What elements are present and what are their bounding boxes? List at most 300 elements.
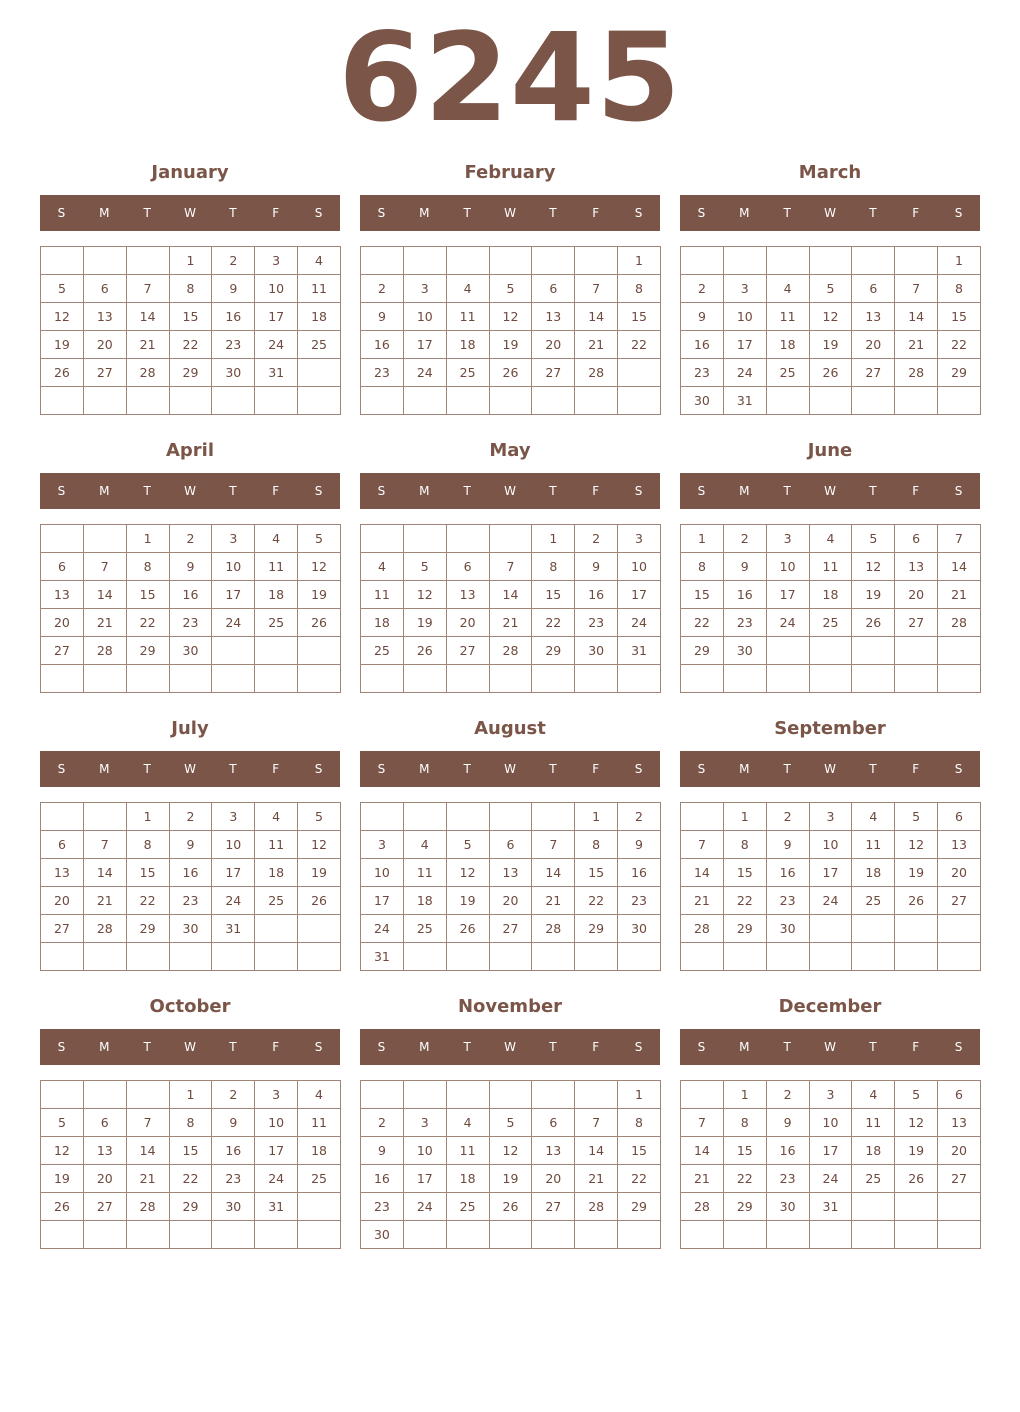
day-cell: 14 [575, 1137, 618, 1165]
day-cell [255, 1221, 298, 1249]
weekday-label: T [783, 1040, 791, 1054]
week-row [681, 803, 981, 831]
weekday-label: T [549, 762, 557, 776]
day-cell: 16 [618, 859, 661, 887]
day-cell [938, 665, 981, 693]
day-cell: 12 [298, 553, 341, 581]
day-cell: 2 [575, 525, 618, 553]
day-cell: 30 [169, 915, 212, 943]
month-october [39, 985, 341, 1249]
day-cell: 27 [532, 1193, 575, 1221]
day-cell: 14 [575, 303, 618, 331]
day-cell: 19 [895, 859, 938, 887]
day-cell: 24 [403, 1193, 446, 1221]
day-cell [361, 387, 404, 415]
weekday-label: W [824, 762, 836, 776]
day-cell [126, 247, 169, 275]
day-cell: 25 [446, 1193, 489, 1221]
day-cell: 21 [126, 1165, 169, 1193]
day-cell: 11 [298, 275, 341, 303]
week-row [681, 359, 981, 387]
day-cell: 7 [83, 553, 126, 581]
day-cell: 5 [852, 525, 895, 553]
day-cell: 19 [41, 1165, 84, 1193]
day-cell: 28 [681, 1193, 724, 1221]
weekday-label: F [272, 206, 280, 220]
day-cell [852, 915, 895, 943]
day-cell: 5 [895, 803, 938, 831]
weekday-label: S [954, 762, 963, 776]
weekday-header [360, 195, 660, 231]
day-cell [575, 1081, 618, 1109]
day-cell [723, 943, 766, 971]
day-cell: 9 [766, 1109, 809, 1137]
day-cell [766, 1221, 809, 1249]
weekday-label: S [954, 206, 963, 220]
day-cell: 19 [446, 887, 489, 915]
day-grid [360, 524, 661, 693]
month-name: June [807, 440, 853, 461]
day-cell: 5 [809, 275, 852, 303]
day-cell [169, 665, 212, 693]
day-cell [212, 665, 255, 693]
day-cell: 22 [126, 887, 169, 915]
day-cell: 28 [126, 1193, 169, 1221]
day-cell: 25 [766, 359, 809, 387]
week-row [41, 1193, 341, 1221]
day-cell: 31 [255, 1193, 298, 1221]
day-cell [766, 637, 809, 665]
day-cell: 12 [895, 831, 938, 859]
day-cell [361, 665, 404, 693]
day-cell: 14 [938, 553, 981, 581]
day-cell: 13 [852, 303, 895, 331]
day-cell [83, 943, 126, 971]
day-cell [532, 1221, 575, 1249]
day-cell [41, 247, 84, 275]
day-cell [298, 1193, 341, 1221]
day-cell: 15 [169, 303, 212, 331]
week-row [681, 331, 981, 359]
weekday-label: W [504, 1040, 516, 1054]
day-cell: 12 [41, 1137, 84, 1165]
day-cell: 29 [723, 1193, 766, 1221]
day-cell [618, 1221, 661, 1249]
day-cell: 17 [766, 581, 809, 609]
day-cell: 2 [361, 275, 404, 303]
day-cell: 17 [809, 859, 852, 887]
day-cell: 11 [446, 303, 489, 331]
day-cell [446, 525, 489, 553]
day-cell: 12 [895, 1109, 938, 1137]
month-august [359, 707, 661, 971]
day-cell: 16 [766, 859, 809, 887]
day-cell: 29 [126, 637, 169, 665]
day-cell: 26 [446, 915, 489, 943]
day-cell: 5 [403, 553, 446, 581]
day-cell: 6 [489, 831, 532, 859]
day-cell: 24 [618, 609, 661, 637]
day-cell [532, 387, 575, 415]
day-cell: 15 [938, 303, 981, 331]
month-name: November [457, 996, 563, 1017]
day-cell: 1 [938, 247, 981, 275]
week-row [361, 359, 661, 387]
week-row [41, 387, 341, 415]
week-row [361, 831, 661, 859]
day-cell [489, 247, 532, 275]
weekday-label: T [229, 206, 237, 220]
day-cell: 29 [169, 1193, 212, 1221]
week-row [41, 1109, 341, 1137]
day-cell [83, 525, 126, 553]
day-cell: 24 [361, 915, 404, 943]
day-cell [83, 1221, 126, 1249]
day-cell: 24 [809, 1165, 852, 1193]
day-grid [360, 802, 661, 971]
weekday-label: M [419, 206, 430, 220]
day-cell: 30 [766, 1193, 809, 1221]
day-cell [255, 637, 298, 665]
day-cell: 7 [83, 831, 126, 859]
weekday-label: T [783, 206, 791, 220]
day-cell: 9 [212, 275, 255, 303]
day-cell [403, 247, 446, 275]
day-cell [403, 665, 446, 693]
day-cell: 30 [575, 637, 618, 665]
day-cell: 18 [255, 581, 298, 609]
day-cell: 6 [938, 1081, 981, 1109]
day-cell: 4 [361, 553, 404, 581]
day-cell [298, 359, 341, 387]
month-name: March [798, 162, 862, 183]
day-cell: 4 [255, 525, 298, 553]
weekday-label: T [143, 206, 151, 220]
weekday-header [40, 751, 340, 787]
day-cell: 15 [723, 859, 766, 887]
day-cell: 30 [681, 387, 724, 415]
day-cell: 7 [532, 831, 575, 859]
month-april [39, 429, 341, 693]
day-cell [575, 247, 618, 275]
day-cell [41, 1221, 84, 1249]
day-cell: 14 [83, 859, 126, 887]
day-cell: 18 [809, 581, 852, 609]
month-name: December [778, 996, 882, 1017]
day-cell: 6 [532, 1109, 575, 1137]
day-cell: 25 [809, 609, 852, 637]
day-cell [852, 1193, 895, 1221]
day-cell: 15 [126, 859, 169, 887]
day-cell: 22 [169, 1165, 212, 1193]
day-cell: 11 [403, 859, 446, 887]
weekday-label: M [739, 206, 750, 220]
day-cell [489, 1221, 532, 1249]
week-row [361, 609, 661, 637]
weekday-label: F [912, 484, 920, 498]
day-cell [298, 943, 341, 971]
week-row [681, 859, 981, 887]
day-cell: 19 [298, 581, 341, 609]
week-row [681, 525, 981, 553]
day-cell: 26 [298, 887, 341, 915]
weekday-label: F [272, 1040, 280, 1054]
week-row [681, 665, 981, 693]
day-cell [809, 637, 852, 665]
day-cell [895, 1221, 938, 1249]
day-cell: 8 [169, 275, 212, 303]
day-cell: 3 [809, 803, 852, 831]
day-cell: 30 [212, 1193, 255, 1221]
weekday-label: W [504, 206, 516, 220]
day-cell [169, 943, 212, 971]
day-cell: 3 [255, 247, 298, 275]
day-cell: 6 [532, 275, 575, 303]
day-cell: 1 [532, 525, 575, 553]
day-cell: 4 [766, 275, 809, 303]
day-cell: 23 [212, 1165, 255, 1193]
month-name: January [151, 162, 229, 183]
week-row [361, 887, 661, 915]
day-cell: 21 [681, 887, 724, 915]
day-cell [212, 387, 255, 415]
day-cell: 24 [723, 359, 766, 387]
day-cell: 16 [212, 303, 255, 331]
day-grid [680, 246, 981, 415]
day-cell: 8 [532, 553, 575, 581]
day-cell [403, 1081, 446, 1109]
day-cell [681, 1221, 724, 1249]
day-cell [446, 943, 489, 971]
weekday-label: S [377, 1040, 386, 1054]
day-cell [938, 1221, 981, 1249]
day-cell [403, 387, 446, 415]
day-cell: 8 [723, 1109, 766, 1137]
day-cell: 3 [766, 525, 809, 553]
weekday-header [680, 195, 980, 231]
day-cell [681, 803, 724, 831]
day-cell: 22 [532, 609, 575, 637]
weekday-label: T [143, 762, 151, 776]
day-cell: 29 [532, 637, 575, 665]
day-cell: 20 [83, 1165, 126, 1193]
weekday-header [40, 1029, 340, 1065]
day-cell [126, 1221, 169, 1249]
day-cell: 9 [766, 831, 809, 859]
weekday-label: M [419, 484, 430, 498]
day-cell: 2 [169, 803, 212, 831]
weekday-label: W [184, 484, 196, 498]
day-cell [212, 1221, 255, 1249]
day-cell: 24 [809, 887, 852, 915]
day-cell: 6 [83, 1109, 126, 1137]
day-cell: 2 [361, 1109, 404, 1137]
day-cell: 9 [212, 1109, 255, 1137]
day-cell: 9 [169, 553, 212, 581]
day-grid [40, 246, 341, 415]
day-cell: 16 [361, 1165, 404, 1193]
day-cell [723, 247, 766, 275]
day-cell: 28 [83, 915, 126, 943]
day-cell: 22 [681, 609, 724, 637]
day-cell [852, 387, 895, 415]
day-cell: 21 [575, 1165, 618, 1193]
day-cell [852, 1221, 895, 1249]
day-cell: 18 [255, 859, 298, 887]
day-cell [575, 943, 618, 971]
weekday-label: T [783, 762, 791, 776]
week-row [361, 387, 661, 415]
day-cell [766, 247, 809, 275]
day-cell [532, 665, 575, 693]
day-cell: 1 [723, 803, 766, 831]
week-row [681, 1137, 981, 1165]
day-cell [126, 943, 169, 971]
week-row [41, 609, 341, 637]
weekday-label: T [549, 206, 557, 220]
day-cell: 19 [489, 1165, 532, 1193]
day-cell [169, 1221, 212, 1249]
day-cell: 3 [403, 1109, 446, 1137]
day-cell [532, 1081, 575, 1109]
day-cell: 7 [126, 1109, 169, 1137]
day-cell: 30 [169, 637, 212, 665]
day-cell: 26 [41, 1193, 84, 1221]
weekday-label: M [99, 206, 110, 220]
day-cell: 17 [212, 581, 255, 609]
day-cell [809, 247, 852, 275]
week-row [681, 915, 981, 943]
day-grid [360, 246, 661, 415]
month-name: September [774, 718, 886, 739]
day-cell: 10 [361, 859, 404, 887]
week-row [41, 553, 341, 581]
weekday-label: M [99, 1040, 110, 1054]
day-cell [446, 247, 489, 275]
week-row [41, 887, 341, 915]
day-cell: 16 [575, 581, 618, 609]
weekday-label: F [912, 1040, 920, 1054]
day-cell: 19 [403, 609, 446, 637]
day-cell [938, 637, 981, 665]
day-cell: 5 [41, 275, 84, 303]
day-cell: 17 [723, 331, 766, 359]
weekday-label: T [869, 206, 877, 220]
day-cell: 26 [41, 359, 84, 387]
day-cell: 18 [446, 331, 489, 359]
day-cell [895, 665, 938, 693]
day-grid [40, 802, 341, 971]
day-cell: 13 [489, 859, 532, 887]
weekday-label: S [57, 206, 66, 220]
day-cell: 17 [618, 581, 661, 609]
day-grid [40, 1080, 341, 1249]
day-cell: 18 [361, 609, 404, 637]
weekday-label: M [739, 1040, 750, 1054]
day-cell: 10 [618, 553, 661, 581]
week-row [41, 525, 341, 553]
weekday-header [40, 195, 340, 231]
weekday-header [680, 751, 980, 787]
day-cell [298, 665, 341, 693]
week-row [681, 303, 981, 331]
day-cell: 23 [681, 359, 724, 387]
day-cell: 18 [852, 859, 895, 887]
day-cell: 20 [938, 859, 981, 887]
day-cell: 27 [852, 359, 895, 387]
day-cell: 1 [681, 525, 724, 553]
week-row [681, 831, 981, 859]
month-name: July [171, 718, 209, 739]
day-cell: 2 [681, 275, 724, 303]
day-cell: 4 [298, 1081, 341, 1109]
day-cell [83, 665, 126, 693]
weekday-header [360, 473, 660, 509]
day-cell: 21 [938, 581, 981, 609]
day-cell: 17 [403, 331, 446, 359]
day-cell: 7 [681, 831, 724, 859]
day-cell: 30 [766, 915, 809, 943]
day-cell [852, 943, 895, 971]
day-cell: 6 [41, 831, 84, 859]
day-cell: 1 [618, 1081, 661, 1109]
week-row [41, 303, 341, 331]
day-cell [403, 525, 446, 553]
day-cell: 17 [809, 1137, 852, 1165]
day-cell: 13 [532, 1137, 575, 1165]
day-cell: 28 [895, 359, 938, 387]
day-cell [766, 387, 809, 415]
day-cell: 28 [681, 915, 724, 943]
day-cell [361, 1081, 404, 1109]
day-cell [895, 637, 938, 665]
week-row [361, 331, 661, 359]
day-cell [361, 803, 404, 831]
day-cell: 21 [83, 609, 126, 637]
week-row [41, 1081, 341, 1109]
day-cell: 24 [212, 887, 255, 915]
day-cell [446, 1081, 489, 1109]
day-cell: 2 [766, 1081, 809, 1109]
day-cell: 23 [361, 359, 404, 387]
day-cell: 5 [41, 1109, 84, 1137]
day-cell: 23 [169, 609, 212, 637]
day-cell: 22 [618, 1165, 661, 1193]
weekday-label: T [869, 484, 877, 498]
day-cell [361, 525, 404, 553]
day-cell [618, 387, 661, 415]
weekday-label: S [314, 762, 323, 776]
day-cell: 26 [403, 637, 446, 665]
weekday-label: T [229, 762, 237, 776]
day-cell: 8 [618, 275, 661, 303]
day-cell: 22 [575, 887, 618, 915]
day-cell [938, 1193, 981, 1221]
day-cell: 15 [618, 303, 661, 331]
day-cell [361, 247, 404, 275]
weekday-label: T [143, 1040, 151, 1054]
day-cell: 12 [403, 581, 446, 609]
week-row [41, 803, 341, 831]
day-cell [681, 1081, 724, 1109]
week-row [681, 1165, 981, 1193]
weekday-label: F [592, 206, 600, 220]
day-cell: 25 [852, 1165, 895, 1193]
day-cell: 27 [41, 915, 84, 943]
month-name: April [165, 440, 215, 461]
week-row [41, 275, 341, 303]
day-cell: 4 [809, 525, 852, 553]
